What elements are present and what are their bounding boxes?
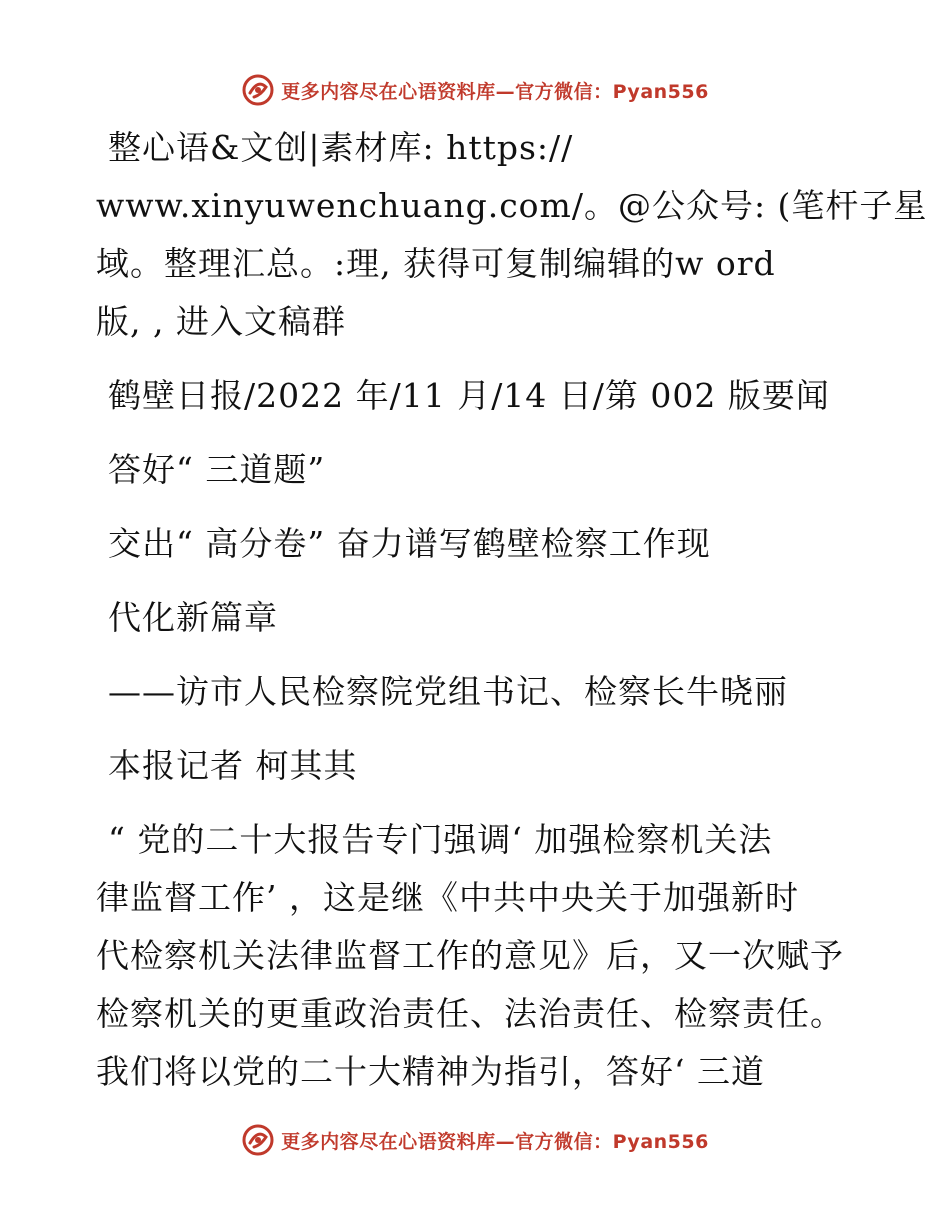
headline-line-3: 代化新篇章 [108, 598, 278, 637]
body-line-3: 代检察机关法律监督工作的意见》后，又一次赋予 [96, 936, 844, 975]
intro-line-1: 整心语&文创|素材库: https:// [108, 128, 574, 167]
swirl-logo-icon [241, 1123, 275, 1157]
headline-line-1: 答好“ 三道题” [108, 450, 326, 489]
subheadline: ——访市人民检察院党组书记、检察长牛晓丽 [108, 672, 788, 711]
watermark-text: 更多内容尽在心语资料库—官方微信：Pyan556 [281, 1130, 709, 1153]
body-line-2: 律监督工作’ ，这是继《中共中央关于加强新时 [96, 878, 799, 917]
intro-line-3: 域。整理汇总。:理, 获得可复制编辑的w ord [96, 244, 776, 283]
body-line-1: “ 党的二十大报告专门强调‘ 加强检察机关法 [108, 820, 773, 859]
dateline: 鹤壁日报/2022 年/11 月/14 日/第 002 版要闻 [108, 376, 830, 415]
intro-line-4: 版, , 进入文稿群 [96, 302, 346, 341]
headline-line-2: 交出“ 高分卷” 奋力谱写鹤壁检察工作现 [108, 524, 711, 563]
body-line-5: 我们将以党的二十大精神为指引，答好‘ 三道 [96, 1052, 765, 1091]
byline: 本报记者 柯其其 [108, 746, 358, 785]
watermark-text: 更多内容尽在心语资料库—官方微信：Pyan556 [281, 80, 709, 103]
intro-line-2: www.xinyuwenchuang.com/。@公众号: (笔杆子星 [96, 186, 928, 225]
body-line-4: 检察机关的更重政治责任、法治责任、检察责任。 [96, 994, 844, 1033]
footer-watermark [0, 1120, 950, 1160]
